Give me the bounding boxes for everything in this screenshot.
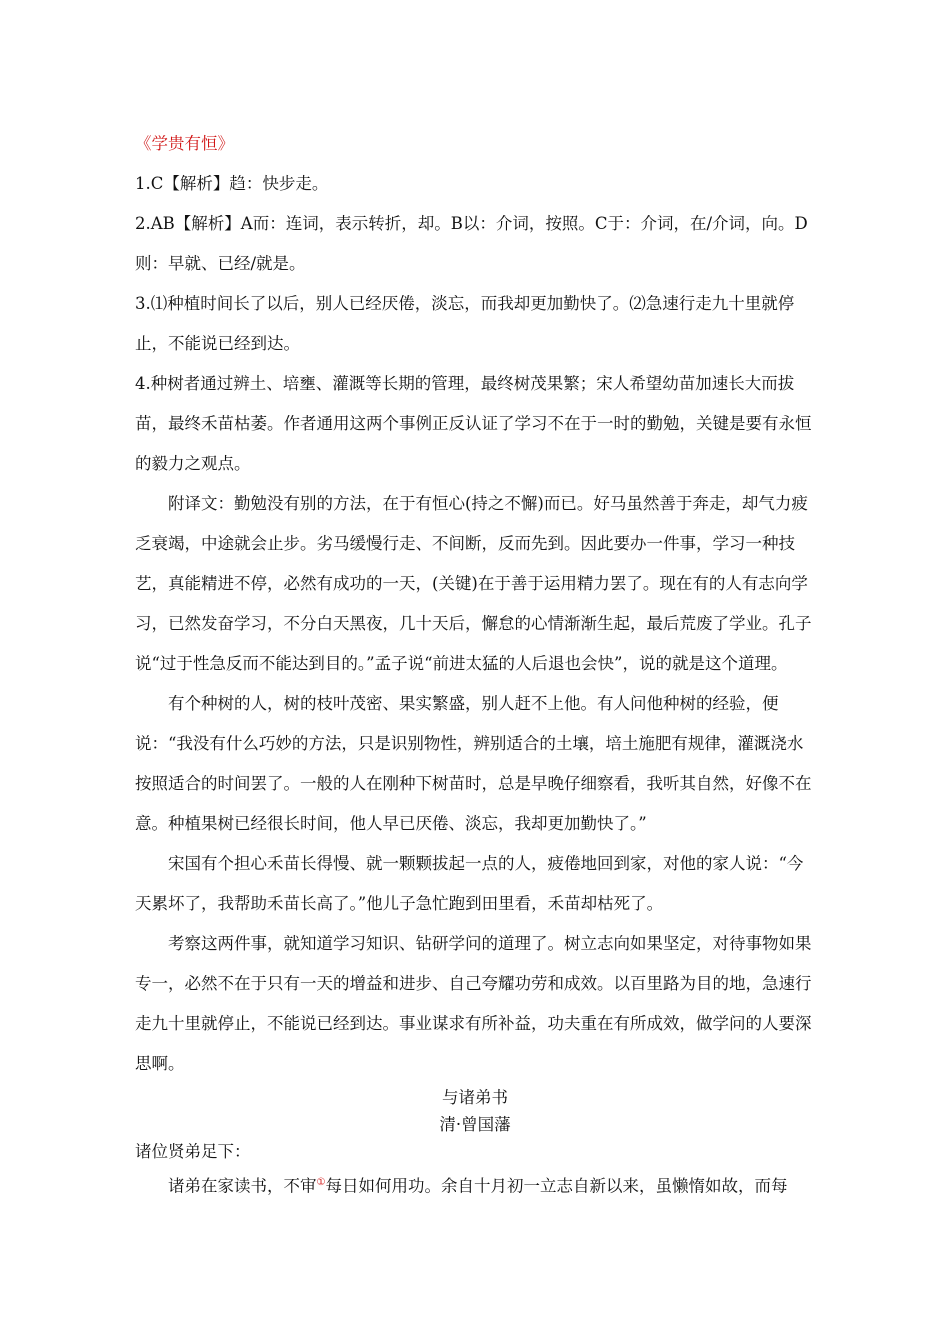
translation-paragraph-4: 考察这两件事，就知道学习知识、钻研学问的道理了。树立志向如果坚定，对待事物如果专一，必然不在于只有一天的增益和进步、自己夸耀功劳和成效。以百里路为目的地，急速行走九十里就停止，不能说已经到达。事业谋求有所补益，功夫重在有所成效，做学问的人要深思啊。 xyxy=(135,934,812,1073)
answer-1: 1.C【解析】趋：快步走。 xyxy=(135,174,329,193)
answer-2: 2.AB【解析】A而：连词，表示转折，却。B以：介词，按照。C于：介词，在/介词，向。D则：早就、已经/就是。 xyxy=(135,214,808,273)
letter-author: 清·曾国藩 xyxy=(439,1115,511,1134)
answer-4: 4.种树者通过辨土、培壅、灌溉等长期的管理，最终树茂果繁；宋人希望幼苗加速长大而拔苗，最终禾苗枯萎。作者通用这两个事例正反认证了学习不在于一时的勤勉，关键是要有永恒的毅力之观点。 xyxy=(135,374,812,473)
translation-paragraph-1: 附译文：勤勉没有别的方法，在于有恒心(持之不懈)而已。好马虽然善于奔走，却气力疲乏衰竭，中途就会止步。劣马缓慢行走、不间断，反而先到。因此要办一件事，学习一种技艺，真能精进不停，必然有成功的一天，(关键)在于善于运用精力罢了。现在有的人有志向学习，已然发奋学习，不分白天黑夜，几十天后，懈怠的心情渐渐生起，最后荒废了学业。孔子说“过于性急反而不能达到目的。”孟子说“前进太猛的人后退也会快”，说的就是这个道理。 xyxy=(135,494,812,673)
section-title: 《学贵有恒》 xyxy=(135,134,234,153)
translation-paragraph-3: 宋国有个担心禾苗长得慢、就一颗颗拔起一点的人，疲倦地回到家，对他的家人说：“今天累坏了，我帮助禾苗长高了。”他儿子急忙跑到田里看，禾苗却枯死了。 xyxy=(135,854,804,913)
letter-title: 与诸弟书 xyxy=(442,1088,508,1107)
footnote-marker: ① xyxy=(316,1177,326,1188)
letter-salutation: 诸位贤弟足下： xyxy=(135,1142,251,1161)
letter-body-start: 诸弟在家读书，不审 xyxy=(168,1176,317,1196)
answer-3: 3.⑴种植时间长了以后，别人已经厌倦，淡忘，而我却更加勤快了。⑵急速行走九十里就停止，不能说已经到达。 xyxy=(135,294,795,353)
letter-body-rest: 每日如何用功。余自十月初一立志自新以来，虽懒惰如故，而每 xyxy=(325,1176,788,1196)
translation-paragraph-2: 有个种树的人，树的枝叶茂密、果实繁盛，别人赶不上他。有人问他种树的经验，便说：“我没有什么巧妙的方法，只是识别物性，辨别适合的土壤，培土施肥有规律，灌溉浇水按照适合的时间罢了。一般的人在刚种下树苗时，总是早晚仔细察看，我听其自然，好像不在意。种植果树已经很长时间，他人早已厌倦、淡忘，我却更加勤快了。” xyxy=(135,694,812,833)
page-content xyxy=(135,124,815,1205)
letter-body xyxy=(135,1165,815,1205)
